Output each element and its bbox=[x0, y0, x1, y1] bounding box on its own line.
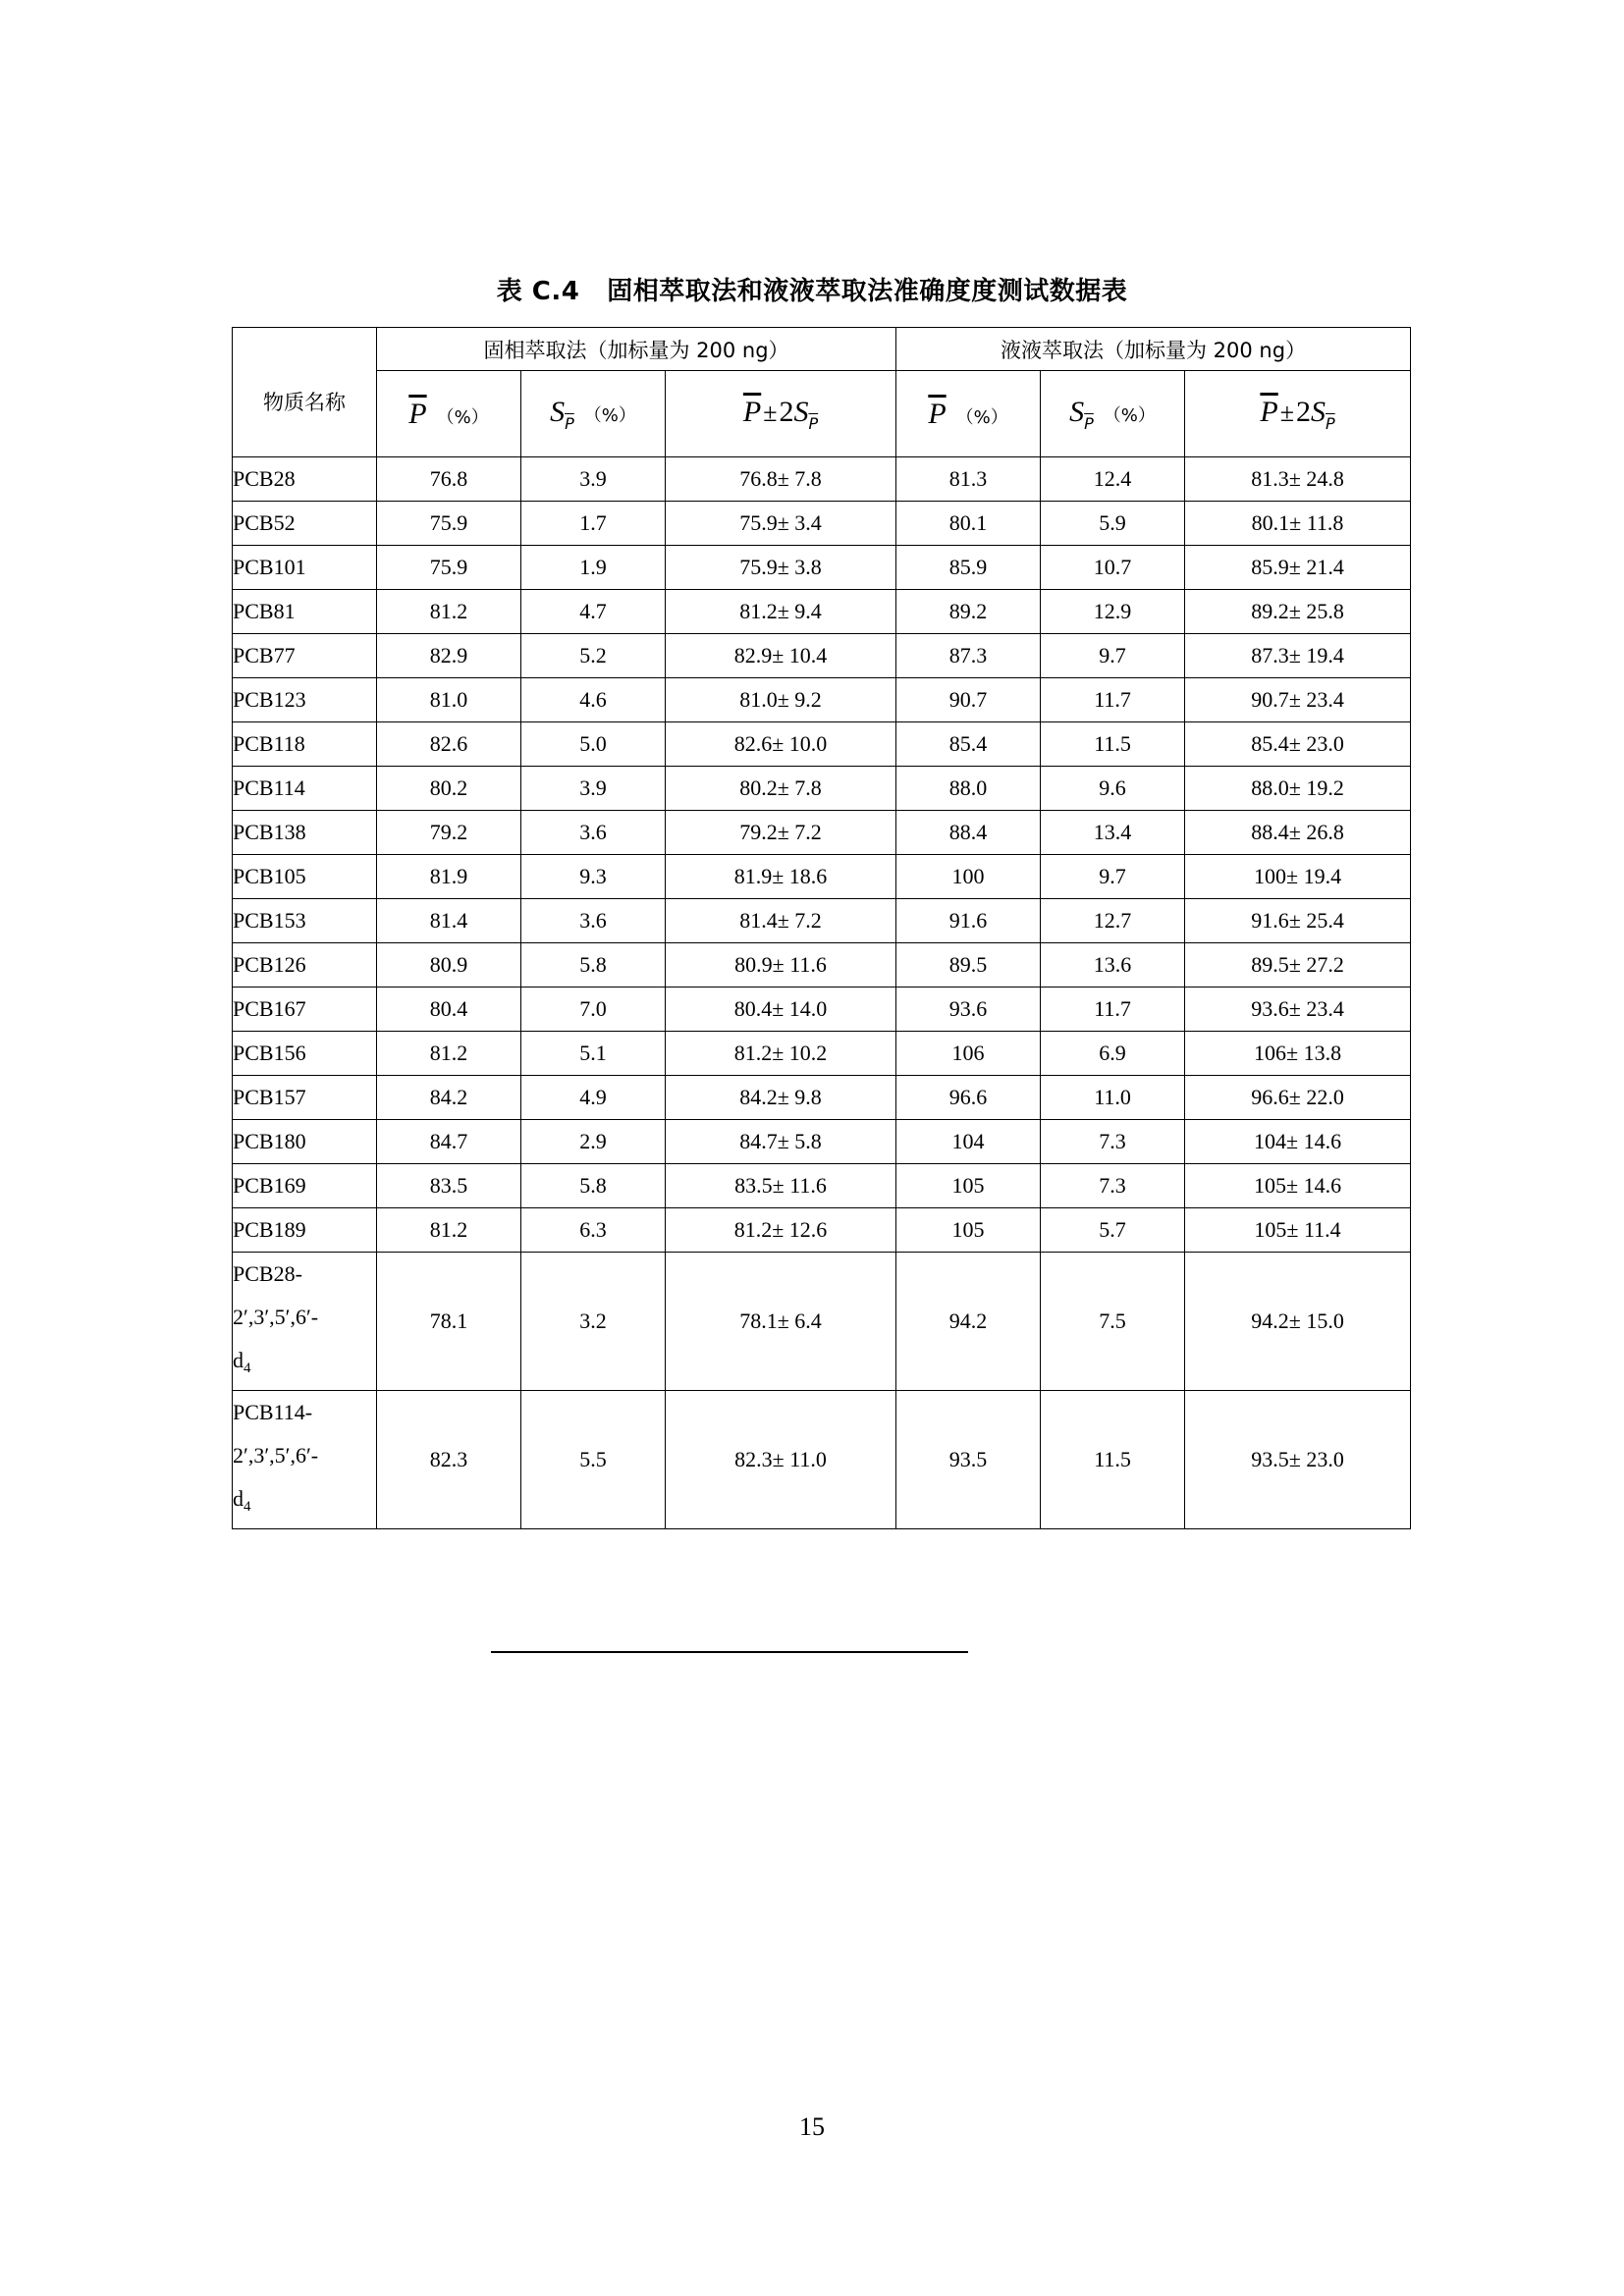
spe-mean-cell: 75.9 bbox=[377, 546, 521, 590]
substance-name-cell: PCB28 bbox=[233, 457, 377, 502]
lle-mean-cell: 90.7 bbox=[896, 678, 1041, 722]
lle-sd-header: $S_{\overline{P}}$ （%） bbox=[1041, 371, 1185, 457]
lle-range-cell: 94.2± 15.0 bbox=[1185, 1253, 1411, 1391]
spe-range-cell: 84.7± 5.8 bbox=[666, 1120, 896, 1164]
substance-name-cell: PCB138 bbox=[233, 811, 377, 855]
lle-sd-cell: 7.3 bbox=[1041, 1164, 1185, 1208]
lle-sd-cell: 11.0 bbox=[1041, 1076, 1185, 1120]
name-subscript: 4 bbox=[244, 1361, 251, 1376]
table-row bbox=[233, 767, 1411, 811]
table-row bbox=[233, 1032, 1411, 1076]
lle-range-cell: 90.7± 23.4 bbox=[1185, 678, 1411, 722]
lle-mean-cell: 91.6 bbox=[896, 899, 1041, 943]
lle-mean-cell: 96.6 bbox=[896, 1076, 1041, 1120]
spe-range-cell: 81.2± 12.6 bbox=[666, 1208, 896, 1253]
table-row bbox=[233, 855, 1411, 899]
lle-range-cell: 105± 14.6 bbox=[1185, 1164, 1411, 1208]
spe-mean-cell: 82.3 bbox=[377, 1391, 521, 1529]
spe-range-cell: 81.9± 18.6 bbox=[666, 855, 896, 899]
spe-range-cell: 81.0± 9.2 bbox=[666, 678, 896, 722]
substance-name-cell bbox=[233, 1253, 377, 1391]
table-caption bbox=[0, 271, 1624, 307]
spe-mean-cell: 75.9 bbox=[377, 502, 521, 546]
lle-range-cell: 96.6± 22.0 bbox=[1185, 1076, 1411, 1120]
spe-range-cell: 76.8± 7.8 bbox=[666, 457, 896, 502]
name-line bbox=[233, 1477, 376, 1528]
lle-range-cell: 91.6± 25.4 bbox=[1185, 899, 1411, 943]
lle-sd-cell: 12.4 bbox=[1041, 457, 1185, 502]
lle-mean-cell: 85.9 bbox=[896, 546, 1041, 590]
spe-range-cell: 81.2± 10.2 bbox=[666, 1032, 896, 1076]
spe-mean-cell: 82.6 bbox=[377, 722, 521, 767]
lle-range-cell: 93.6± 23.4 bbox=[1185, 988, 1411, 1032]
lle-sd-cell: 5.9 bbox=[1041, 502, 1185, 546]
name-line: 2′,3′,5′,6′- bbox=[233, 1443, 319, 1468]
lle-mean-cell: 88.4 bbox=[896, 811, 1041, 855]
lle-mean-cell: 93.6 bbox=[896, 988, 1041, 1032]
lle-sd-cell: 11.5 bbox=[1041, 1391, 1185, 1529]
lle-sd-cell: 6.9 bbox=[1041, 1032, 1185, 1076]
spe-range-cell: 84.2± 9.8 bbox=[666, 1076, 896, 1120]
lle-mean-cell: 89.5 bbox=[896, 943, 1041, 988]
lle-range-cell: 85.4± 23.0 bbox=[1185, 722, 1411, 767]
lle-range-cell: 88.4± 26.8 bbox=[1185, 811, 1411, 855]
table-row bbox=[233, 634, 1411, 678]
spe-sd-cell: 9.3 bbox=[521, 855, 666, 899]
spe-range-cell: 79.2± 7.2 bbox=[666, 811, 896, 855]
substance-name-cell: PCB105 bbox=[233, 855, 377, 899]
spe-mean-cell: 84.2 bbox=[377, 1076, 521, 1120]
substance-name-cell: PCB118 bbox=[233, 722, 377, 767]
lle-sd-cell: 7.5 bbox=[1041, 1253, 1185, 1391]
spe-sd-cell: 5.8 bbox=[521, 1164, 666, 1208]
substance-name-cell: PCB167 bbox=[233, 988, 377, 1032]
lle-sd-cell: 12.9 bbox=[1041, 590, 1185, 634]
spe-mean-cell: 80.9 bbox=[377, 943, 521, 988]
lle-sd-cell: 11.7 bbox=[1041, 988, 1185, 1032]
substance-name-cell: PCB101 bbox=[233, 546, 377, 590]
table-row bbox=[233, 943, 1411, 988]
spe-mean-cell: 81.2 bbox=[377, 1208, 521, 1253]
spe-range-cell: 78.1± 6.4 bbox=[666, 1253, 896, 1391]
lle-mean-cell: 93.5 bbox=[896, 1391, 1041, 1529]
spe-sd-cell: 7.0 bbox=[521, 988, 666, 1032]
spe-sd-cell: 3.6 bbox=[521, 811, 666, 855]
name-line: PCB28- bbox=[233, 1261, 302, 1286]
spe-mean-cell: 84.7 bbox=[377, 1120, 521, 1164]
lle-range-cell: 87.3± 19.4 bbox=[1185, 634, 1411, 678]
table-row bbox=[233, 457, 1411, 502]
substance-name-cell: PCB77 bbox=[233, 634, 377, 678]
spe-mean-cell: 83.5 bbox=[377, 1164, 521, 1208]
lle-range-header: $\overline{P}\pm 2S_{\overline{P}}$ bbox=[1185, 371, 1411, 457]
spe-range-cell: 82.9± 10.4 bbox=[666, 634, 896, 678]
spe-range-cell: 81.2± 9.4 bbox=[666, 590, 896, 634]
end-rule bbox=[491, 1651, 968, 1653]
lle-mean-cell: 80.1 bbox=[896, 502, 1041, 546]
lle-sd-cell: 12.7 bbox=[1041, 899, 1185, 943]
table-number: 表 C.4 bbox=[496, 277, 580, 306]
table-row bbox=[233, 811, 1411, 855]
spe-mean-cell: 78.1 bbox=[377, 1253, 521, 1391]
spe-range-cell: 83.5± 11.6 bbox=[666, 1164, 896, 1208]
lle-mean-header: $\overline{P}$ （%） bbox=[896, 371, 1041, 457]
lle-mean-cell: 104 bbox=[896, 1120, 1041, 1164]
table-body bbox=[233, 457, 1411, 1529]
spe-range-cell: 75.9± 3.4 bbox=[666, 502, 896, 546]
spe-mean-cell: 81.4 bbox=[377, 899, 521, 943]
lle-sd-cell: 11.7 bbox=[1041, 678, 1185, 722]
lle-range-cell: 100± 19.4 bbox=[1185, 855, 1411, 899]
substance-name-cell: PCB123 bbox=[233, 678, 377, 722]
substance-name-header: 物质名称 bbox=[233, 328, 377, 457]
spe-mean-cell: 81.2 bbox=[377, 590, 521, 634]
lle-mean-cell: 106 bbox=[896, 1032, 1041, 1076]
spe-sd-cell: 5.8 bbox=[521, 943, 666, 988]
table-row bbox=[233, 899, 1411, 943]
table-row bbox=[233, 502, 1411, 546]
substance-name-cell: PCB189 bbox=[233, 1208, 377, 1253]
lle-range-cell: 81.3± 24.8 bbox=[1185, 457, 1411, 502]
table-row bbox=[233, 1164, 1411, 1208]
substance-name-cell: PCB157 bbox=[233, 1076, 377, 1120]
lle-range-cell: 93.5± 23.0 bbox=[1185, 1391, 1411, 1529]
lle-mean-cell: 85.4 bbox=[896, 722, 1041, 767]
name-line: PCB114- bbox=[233, 1400, 313, 1424]
lle-sd-cell: 11.5 bbox=[1041, 722, 1185, 767]
spe-sd-cell: 4.7 bbox=[521, 590, 666, 634]
spe-sd-header: $S_{\overline{P}}$ （%） bbox=[521, 371, 666, 457]
spe-range-cell: 81.4± 7.2 bbox=[666, 899, 896, 943]
table-row bbox=[233, 678, 1411, 722]
lle-mean-cell: 94.2 bbox=[896, 1253, 1041, 1391]
spe-sd-cell: 2.9 bbox=[521, 1120, 666, 1164]
lle-sd-cell: 13.6 bbox=[1041, 943, 1185, 988]
spe-sd-cell: 6.3 bbox=[521, 1208, 666, 1253]
spe-range-header: $\overline{P}\pm 2S_{\overline{P}}$ bbox=[666, 371, 896, 457]
spe-sd-cell: 3.9 bbox=[521, 457, 666, 502]
lle-sd-cell: 13.4 bbox=[1041, 811, 1185, 855]
table-row bbox=[233, 1076, 1411, 1120]
spe-sd-cell: 1.7 bbox=[521, 502, 666, 546]
lle-range-cell: 88.0± 19.2 bbox=[1185, 767, 1411, 811]
substance-name-cell: PCB114 bbox=[233, 767, 377, 811]
lle-mean-cell: 105 bbox=[896, 1164, 1041, 1208]
lle-mean-cell: 81.3 bbox=[896, 457, 1041, 502]
spe-sd-cell: 4.9 bbox=[521, 1076, 666, 1120]
spe-sd-cell: 3.9 bbox=[521, 767, 666, 811]
spe-mean-cell: 81.9 bbox=[377, 855, 521, 899]
lle-mean-cell: 89.2 bbox=[896, 590, 1041, 634]
table-row bbox=[233, 1208, 1411, 1253]
page-number: 15 bbox=[799, 2112, 825, 2141]
substance-name-cell: PCB81 bbox=[233, 590, 377, 634]
lle-range-cell: 105± 11.4 bbox=[1185, 1208, 1411, 1253]
table-row bbox=[233, 1253, 1411, 1391]
spe-sd-cell: 5.2 bbox=[521, 634, 666, 678]
spe-range-cell: 80.4± 14.0 bbox=[666, 988, 896, 1032]
table-row bbox=[233, 1120, 1411, 1164]
name-line: 2′,3′,5′,6′- bbox=[233, 1305, 319, 1329]
lle-range-cell: 106± 13.8 bbox=[1185, 1032, 1411, 1076]
lle-range-cell: 89.2± 25.8 bbox=[1185, 590, 1411, 634]
name-subscript: 4 bbox=[244, 1499, 251, 1515]
table-row bbox=[233, 1391, 1411, 1529]
table-row bbox=[233, 546, 1411, 590]
substance-name-cell: PCB126 bbox=[233, 943, 377, 988]
spe-range-cell: 75.9± 3.8 bbox=[666, 546, 896, 590]
spe-sd-cell: 3.2 bbox=[521, 1253, 666, 1391]
table-row bbox=[233, 722, 1411, 767]
spe-mean-cell: 81.2 bbox=[377, 1032, 521, 1076]
spe-group-header: 固相萃取法（加标量为 200 ng） bbox=[377, 328, 896, 371]
substance-name-cell: PCB156 bbox=[233, 1032, 377, 1076]
spe-sd-cell: 5.5 bbox=[521, 1391, 666, 1529]
spe-range-cell: 80.9± 11.6 bbox=[666, 943, 896, 988]
header-row-columns bbox=[233, 371, 1411, 457]
table-row bbox=[233, 988, 1411, 1032]
lle-sd-cell: 10.7 bbox=[1041, 546, 1185, 590]
spe-range-cell: 80.2± 7.8 bbox=[666, 767, 896, 811]
table-title: 固相萃取法和液液萃取法准确度度测试数据表 bbox=[607, 277, 1128, 306]
spe-range-cell: 82.3± 11.0 bbox=[666, 1391, 896, 1529]
spe-range-cell: 82.6± 10.0 bbox=[666, 722, 896, 767]
lle-sd-cell: 9.7 bbox=[1041, 634, 1185, 678]
substance-name-cell: PCB180 bbox=[233, 1120, 377, 1164]
name-base: d bbox=[233, 1486, 244, 1511]
spe-mean-cell: 82.9 bbox=[377, 634, 521, 678]
lle-mean-cell: 87.3 bbox=[896, 634, 1041, 678]
substance-name-cell: PCB153 bbox=[233, 899, 377, 943]
table-row bbox=[233, 590, 1411, 634]
spe-mean-header: $\overline{P}$ （%） bbox=[377, 371, 521, 457]
lle-range-cell: 80.1± 11.8 bbox=[1185, 502, 1411, 546]
spe-mean-cell: 80.2 bbox=[377, 767, 521, 811]
substance-name-cell bbox=[233, 1391, 377, 1529]
spe-sd-cell: 5.0 bbox=[521, 722, 666, 767]
substance-name-cell: PCB52 bbox=[233, 502, 377, 546]
lle-mean-cell: 100 bbox=[896, 855, 1041, 899]
accuracy-table bbox=[232, 327, 1411, 1529]
lle-sd-cell: 9.7 bbox=[1041, 855, 1185, 899]
lle-range-cell: 89.5± 27.2 bbox=[1185, 943, 1411, 988]
lle-sd-cell: 5.7 bbox=[1041, 1208, 1185, 1253]
spe-sd-cell: 1.9 bbox=[521, 546, 666, 590]
lle-range-cell: 104± 14.6 bbox=[1185, 1120, 1411, 1164]
lle-group-header: 液液萃取法（加标量为 200 ng） bbox=[896, 328, 1411, 371]
spe-mean-cell: 81.0 bbox=[377, 678, 521, 722]
spe-mean-cell: 79.2 bbox=[377, 811, 521, 855]
header-row-groups bbox=[233, 328, 1411, 371]
lle-mean-cell: 105 bbox=[896, 1208, 1041, 1253]
spe-sd-cell: 3.6 bbox=[521, 899, 666, 943]
spe-mean-cell: 76.8 bbox=[377, 457, 521, 502]
spe-mean-cell: 80.4 bbox=[377, 988, 521, 1032]
name-line bbox=[233, 1339, 376, 1390]
spe-sd-cell: 5.1 bbox=[521, 1032, 666, 1076]
lle-sd-cell: 7.3 bbox=[1041, 1120, 1185, 1164]
spe-sd-cell: 4.6 bbox=[521, 678, 666, 722]
substance-name-cell: PCB169 bbox=[233, 1164, 377, 1208]
lle-sd-cell: 9.6 bbox=[1041, 767, 1185, 811]
name-base: d bbox=[233, 1348, 244, 1372]
lle-mean-cell: 88.0 bbox=[896, 767, 1041, 811]
lle-range-cell: 85.9± 21.4 bbox=[1185, 546, 1411, 590]
